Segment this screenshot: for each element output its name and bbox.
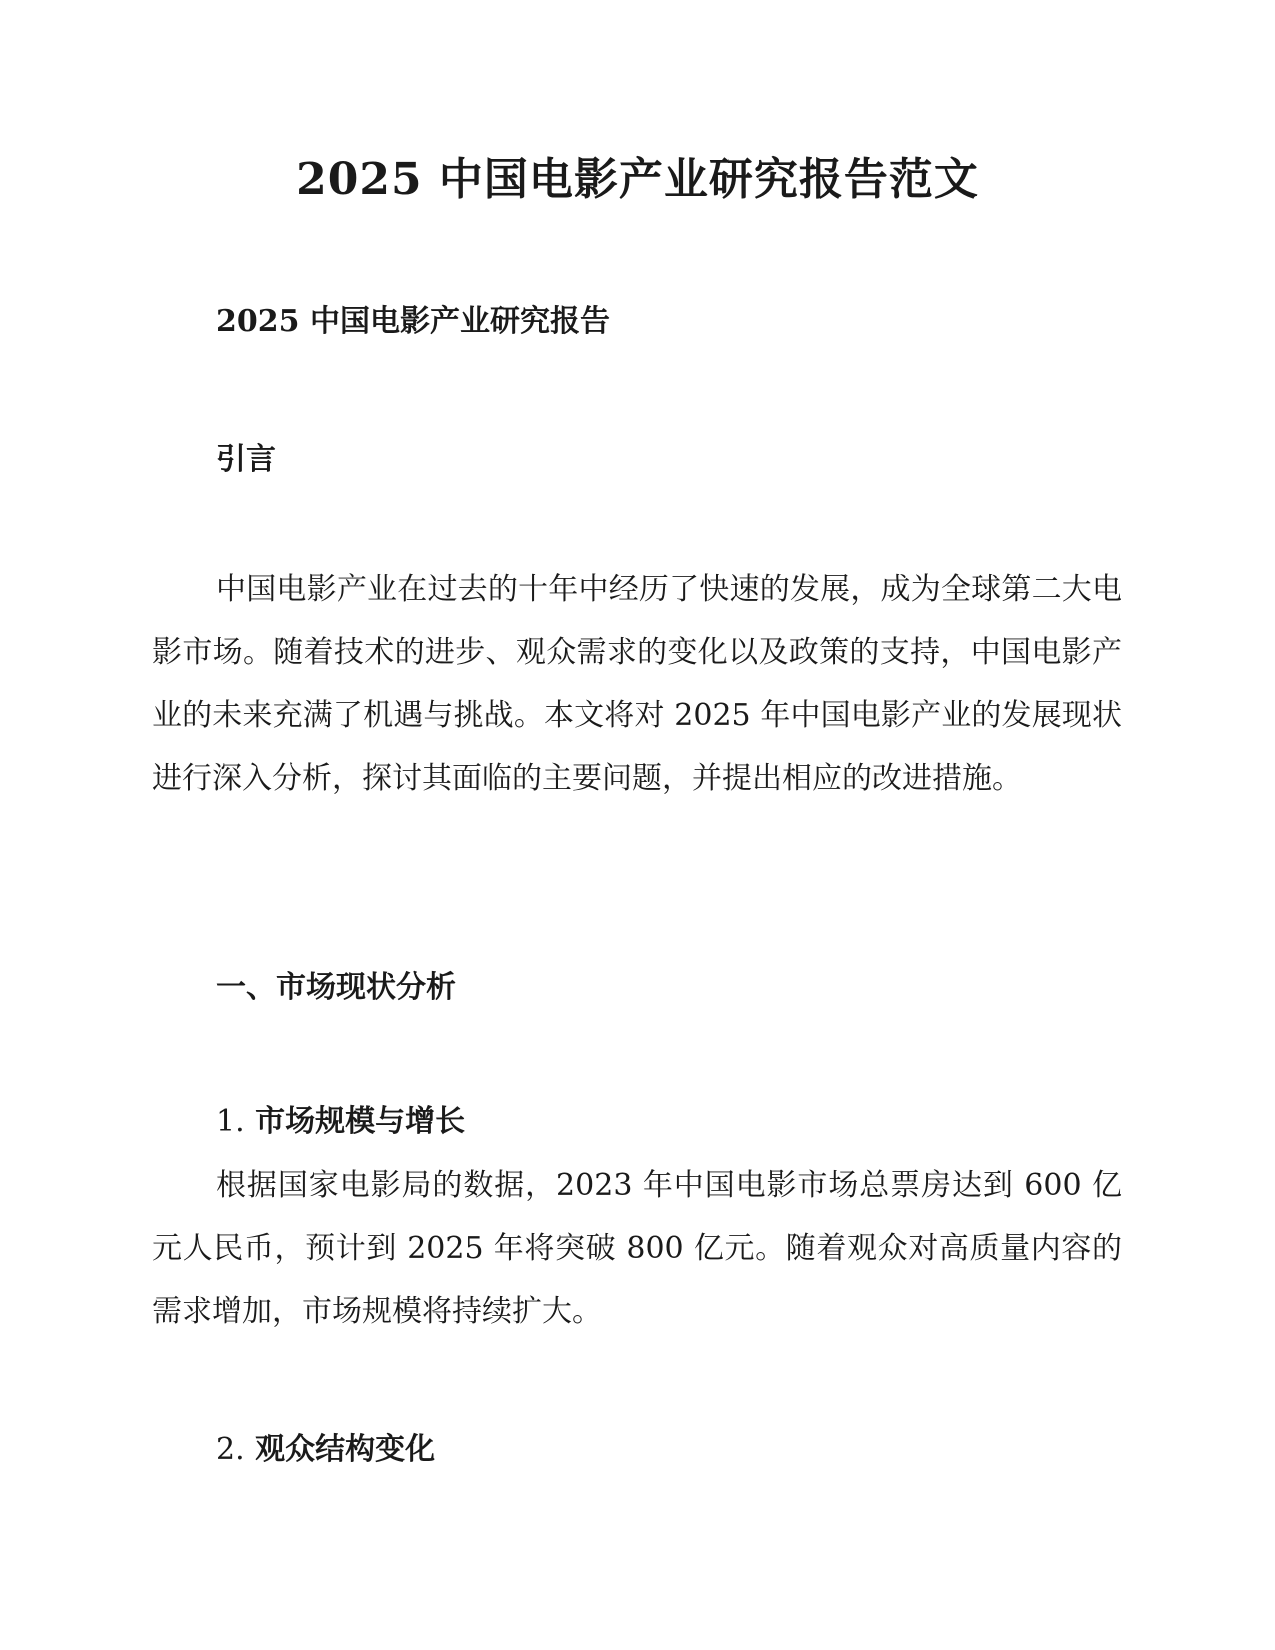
subsection-2-title: 观众结构变化 (255, 1432, 436, 1467)
subsection-2-number: 2. (216, 1432, 245, 1467)
subsection-1-number: 1. (216, 1104, 245, 1139)
section-1-heading: 一、市场现状分析 (216, 970, 456, 1005)
intro-heading: 引言 (216, 442, 276, 477)
intro-paragraph: 中国电影产业在过去的十年中经历了快速的发展，成为全球第二大电影市场。随着技术的进步、观众需求的变化以及政策的支持，中国电影产业的未来充满了机遇与挑战。本文将对 2025 年中国电影产业的发展现状进行深入分析，探讨其面临的主要问题，并提出相应的改进措施。 (152, 572, 1122, 796)
document-subtitle: 2025 中国电影产业研究报告 (216, 304, 610, 339)
subsection-2-heading (216, 1430, 435, 1470)
subsection-1-heading (216, 1102, 465, 1142)
subsection-1-title: 市场规模与增长 (255, 1104, 466, 1139)
document-title: 2025 中国电影产业研究报告范文 (296, 154, 979, 205)
subsection-1-paragraph: 根据国家电影局的数据，2023 年中国电影市场总票房达到 600 亿元人民币，预计到 2025 年将突破 800 亿元。随着观众对高质量内容的需求增加，市场规模将持续扩大。 (152, 1168, 1122, 1329)
